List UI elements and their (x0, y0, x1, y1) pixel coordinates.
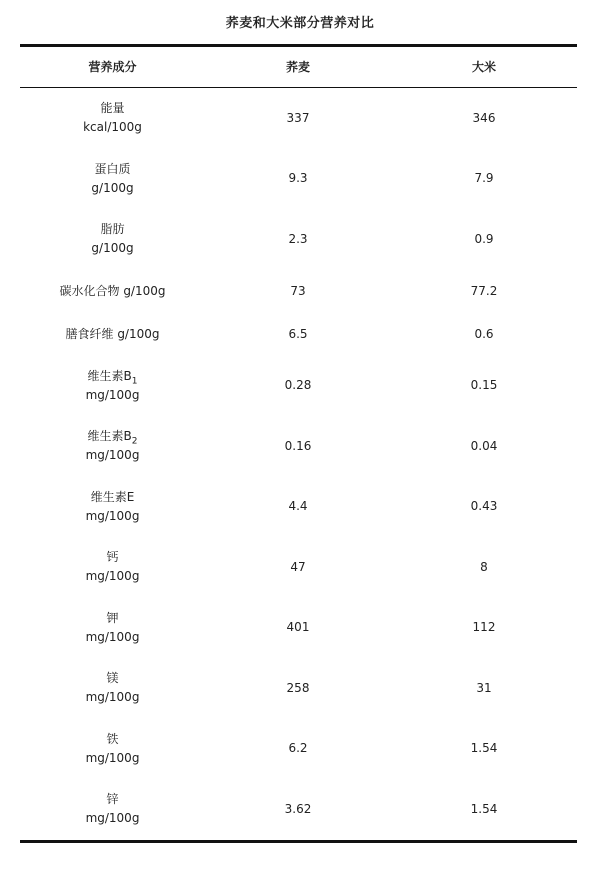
header-nutrient: 营养成分 (88, 59, 137, 74)
nutrient-unit: mg/100g (85, 629, 140, 644)
rice-value: 112 (472, 620, 496, 635)
nutrient-name: 维生素B (87, 429, 132, 444)
nutrient-unit: g/100g (91, 180, 134, 195)
table-row (20, 416, 577, 477)
buckwheat-value: 3.62 (284, 801, 312, 816)
nutrient-subscript: 2 (131, 436, 138, 447)
nutrient-unit: mg/100g (85, 448, 140, 463)
table-row (20, 779, 577, 840)
nutrient-name: 锌 (106, 792, 119, 807)
nutrient-cell (20, 609, 205, 647)
table-row (20, 719, 577, 780)
nutrient-cell (20, 99, 205, 137)
table-title: 荞麦和大米部分营养对比 (225, 16, 375, 31)
nutrient-cell (20, 325, 205, 344)
nutrient-name: 镁 (106, 671, 119, 686)
nutrient-name: 脂肪 (100, 222, 125, 237)
nutrient-unit: mg/100g (85, 690, 140, 705)
nutrient-unit: mg/100g (85, 569, 140, 584)
nutrition-table (20, 44, 577, 843)
table-row (20, 313, 577, 356)
table-row (20, 88, 577, 149)
nutrient-cell (20, 367, 205, 405)
rice-value: 7.9 (474, 171, 494, 186)
buckwheat-value: 9.3 (288, 171, 308, 186)
buckwheat-value: 258 (286, 680, 310, 695)
nutrient-name: 铁 (106, 731, 119, 746)
rice-value: 0.6 (474, 326, 494, 341)
rice-value: 0.15 (470, 378, 498, 393)
nutrient-cell (20, 488, 205, 526)
nutrient-cell (20, 220, 205, 258)
buckwheat-value: 401 (286, 620, 310, 635)
table-row (20, 149, 577, 210)
table-body (20, 88, 577, 840)
rice-value: 0.04 (470, 438, 498, 453)
nutrient-unit: mg/100g (85, 387, 140, 402)
buckwheat-value: 4.4 (288, 499, 308, 514)
table-row (20, 477, 577, 538)
buckwheat-value: 47 (290, 559, 306, 574)
nutrient-unit: mg/100g (85, 750, 140, 765)
table-row (20, 537, 577, 598)
rice-value: 0.43 (470, 499, 498, 514)
nutrient-unit: kcal/100g (83, 120, 142, 135)
nutrient-cell (20, 730, 205, 768)
table-row (20, 658, 577, 719)
header-rice: 大米 (471, 59, 496, 74)
table-bottom-rule (20, 840, 577, 843)
buckwheat-value: 0.28 (284, 378, 312, 393)
nutrient-unit: mg/100g (85, 508, 140, 523)
rice-value: 8 (480, 559, 488, 574)
buckwheat-value: 6.5 (288, 326, 308, 341)
buckwheat-value: 73 (290, 283, 306, 298)
nutrient-unit: mg/100g (85, 811, 140, 826)
rice-value: 346 (472, 110, 496, 125)
rice-value: 77.2 (470, 283, 498, 298)
nutrient-unit: g/100g (91, 241, 134, 256)
buckwheat-value: 6.2 (288, 741, 308, 756)
rice-value: 31 (476, 680, 492, 695)
nutrient-cell (20, 160, 205, 198)
table-row (20, 356, 577, 417)
nutrient-name: 蛋白质 (94, 161, 131, 176)
nutrient-name: 能量 (100, 101, 125, 116)
nutrient-subscript: 1 (131, 376, 138, 387)
rice-value: 1.54 (470, 741, 498, 756)
nutrient-name: 维生素B (87, 368, 132, 383)
nutrient-cell (20, 548, 205, 586)
table-row (20, 598, 577, 659)
buckwheat-value: 2.3 (288, 231, 308, 246)
nutrient-name: 钾 (106, 610, 119, 625)
rice-value: 0.9 (474, 231, 494, 246)
table-row (20, 270, 577, 313)
buckwheat-value: 0.16 (284, 438, 312, 453)
nutrient-name: 钙 (106, 550, 119, 565)
nutrient-cell (20, 669, 205, 707)
nutrient-cell (20, 790, 205, 828)
nutrient-name: 碳水化合物 g/100g (59, 283, 166, 298)
nutrient-cell (20, 427, 205, 465)
nutrient-name: 膳食纤维 g/100g (65, 326, 160, 341)
table-row (20, 209, 577, 270)
nutrient-cell (20, 282, 205, 301)
table-header-row (20, 47, 577, 87)
header-buckwheat: 荞麦 (285, 59, 310, 74)
nutrient-name: 维生素E (90, 489, 135, 504)
rice-value: 1.54 (470, 801, 498, 816)
buckwheat-value: 337 (286, 110, 310, 125)
